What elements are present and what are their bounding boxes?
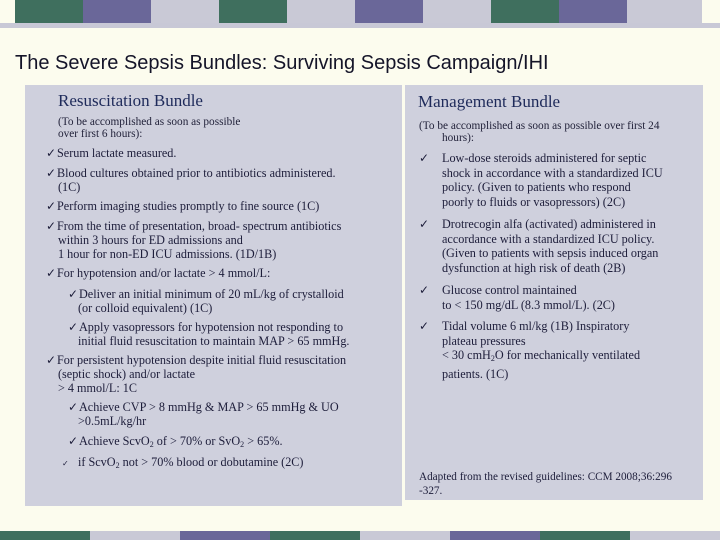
list-item: ✓Serum lactate measured. xyxy=(46,146,177,160)
list-item: Tidal volume 6 ml/kg (1B) Inspiratory plateau pressures < 30 cmH$_2$O for mechanically ventilated patients. (1C) xyxy=(442,319,641,381)
list-item-continuation: (septic shock) and/or lactate xyxy=(58,367,196,381)
check-icon: ✓ xyxy=(419,217,430,231)
check-icon: ✓ xyxy=(68,434,79,448)
list-item-continuation: >0.5mL/kg/hr xyxy=(78,414,147,428)
check-icon: ✓ xyxy=(62,459,69,468)
sub-list-item: ✓ if ScvO$_2$ not > 70% blood or dobutamine (2C) xyxy=(62,455,304,470)
list-item-continuation: 1 hour for non-ED ICU admissions. (1D/1B) xyxy=(58,247,277,261)
list-item-continuation: within 3 hours for ED admissions and xyxy=(58,233,243,247)
top-decorative-band xyxy=(0,0,720,23)
management-subtitle-2: hours): xyxy=(442,132,475,144)
list-item: ✓For hypotension and/or lactate > 4 mmol/L: xyxy=(46,266,271,280)
top-divider-line xyxy=(0,23,720,28)
sub-list-item: ✓Apply vasopressors for hypotension not responding to xyxy=(68,320,344,334)
resuscitation-subtitle-2: over first 6 hours): xyxy=(58,128,143,140)
check-icon: ✓ xyxy=(419,283,430,297)
list-item: ✓From the time of presentation, broad- spectrum antibiotics xyxy=(46,219,342,233)
bottom-decorative-band xyxy=(0,531,720,540)
list-item-continuation: (or colloid equivalent) (1C) xyxy=(78,301,213,315)
check-icon: ✓ xyxy=(68,287,79,301)
list-item: ✓Blood cultures obtained prior to antibiotics administered. xyxy=(46,166,336,180)
resuscitation-subtitle-1: (To be accomplished as soon as possible xyxy=(58,116,241,128)
resuscitation-heading: Resuscitation Bundle xyxy=(58,91,203,110)
check-icon: ✓ xyxy=(46,219,57,233)
list-item-continuation: > 4 mmol/L: 1C xyxy=(58,381,137,395)
list-item: Drotrecogin alfa (activated) administered in accordance with a standardized ICU policy. (Given to patients with sepsis induced organ dysfunction at high risk of death (2B) xyxy=(442,217,659,275)
management-heading: Management Bundle xyxy=(418,92,561,111)
list-item-continuation: (1C) xyxy=(58,180,81,194)
check-icon: ✓ xyxy=(419,319,430,333)
sub-list-item: ✓Deliver an initial minimum of 20 mL/kg of crystalloid xyxy=(68,287,344,301)
check-icon: ✓ xyxy=(46,166,57,180)
check-icon: ✓ xyxy=(46,146,57,160)
check-icon: ✓ xyxy=(68,400,79,414)
list-item: ✓For persistent hypotension despite initial fluid resuscitation xyxy=(46,353,347,367)
list-item: ✓Perform imaging studies promptly to fine source (1C) xyxy=(46,199,320,213)
check-icon: ✓ xyxy=(68,320,79,334)
list-item-continuation: initial fluid resuscitation to maintain MAP > 65 mmHg. xyxy=(78,334,350,348)
sub-list-item: ✓Achieve ScvO$_2$ of > 70% or SvO$_2$ > 65%. xyxy=(68,434,283,449)
check-icon: ✓ xyxy=(46,199,57,213)
check-icon: ✓ xyxy=(46,266,57,280)
list-item: Low-dose steroids administered for septic shock in accordance with a standardized ICU policy. (Given to patients who respond poorly to fluids or vasopressors) (2C) xyxy=(442,151,663,209)
management-subtitle-1: (To be accomplished as soon as possible over first 24 xyxy=(419,120,660,132)
source-footnote: Adapted from the revised guidelines: CCM 2008;36:296 -327. xyxy=(419,471,672,497)
check-icon: ✓ xyxy=(46,353,57,367)
list-item: Glucose control maintained to < 150 mg/dL (8.3 mmol/L). (2C) xyxy=(442,283,615,312)
slide-title: The Severe Sepsis Bundles: Surviving Sepsis Campaign/IHI xyxy=(15,52,549,74)
sub-list-item: ✓Achieve CVP > 8 mmHg & MAP > 65 mmHg & UO xyxy=(68,400,339,414)
check-icon: ✓ xyxy=(419,151,430,165)
